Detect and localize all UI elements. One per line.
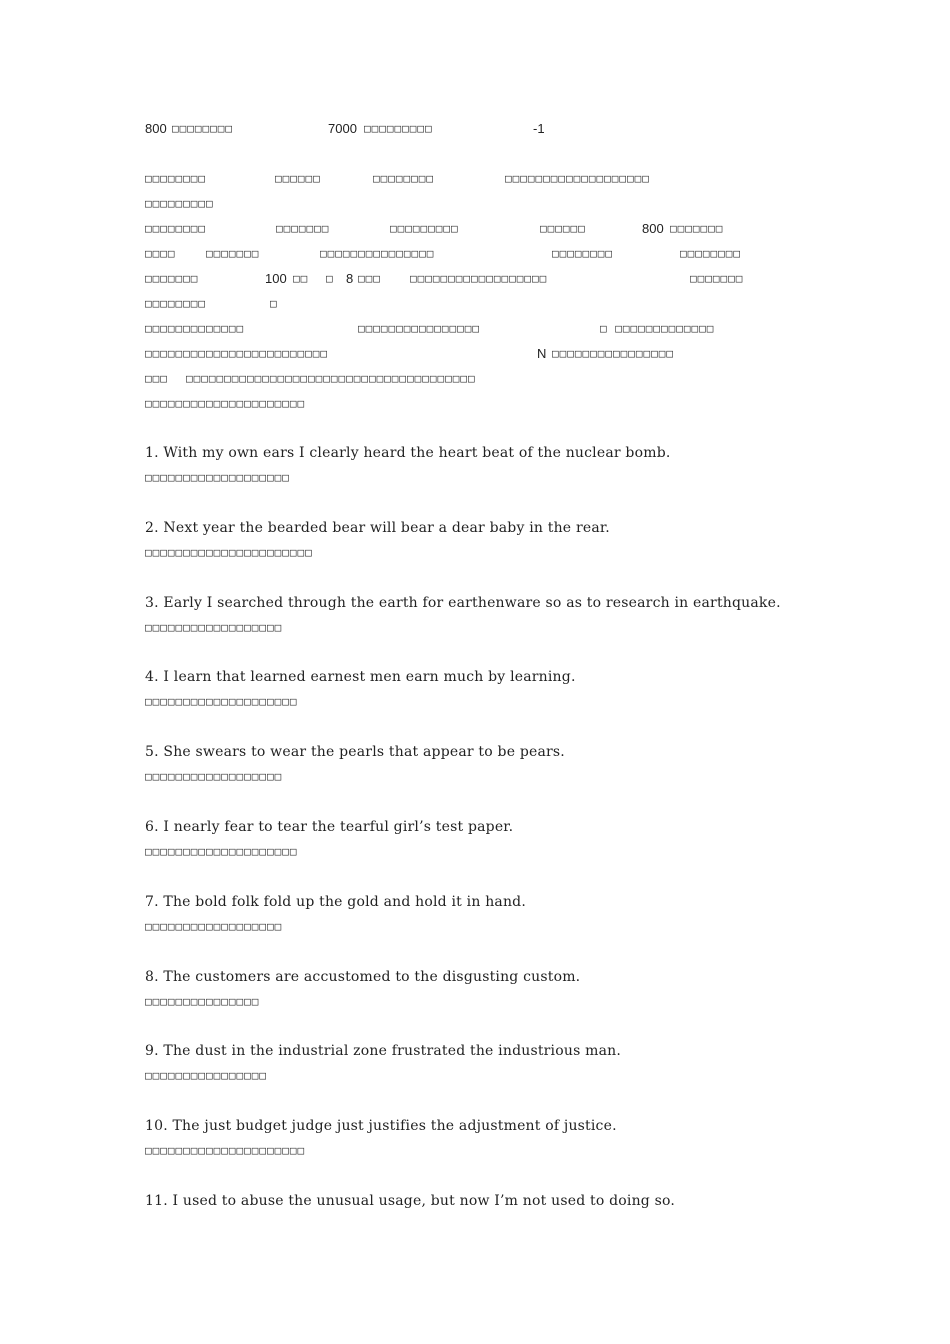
- intro-line-7-segment-1: □□□□□□□□□□□□□: [145, 322, 245, 335]
- sentence-translation-7: □□□□□□□□□□□□□□□□□□: [145, 920, 283, 933]
- intro-line-3-segment-3: □□□□□□□□□: [390, 222, 459, 235]
- sentence-translation-2: □□□□□□□□□□□□□□□□□□□□□□: [145, 546, 313, 559]
- sentence-english-8: 8. The customers are accustomed to the disgusting custom.: [145, 969, 581, 985]
- sentence-translation-8: □□□□□□□□□□□□□□□: [145, 995, 260, 1008]
- intro-line-5-segment-6: □□□: [358, 272, 381, 285]
- intro-line-3-segment-5: 800: [642, 221, 668, 236]
- title-part-1: 800: [145, 121, 171, 136]
- intro-line-4-segment-3: □□□□□□□□□□□□□□□: [320, 247, 435, 260]
- intro-line-4-segment-4: □□□□□□□□: [552, 247, 613, 260]
- sentence-english-10: 10. The just budget judge just justifies the adjustment of justice.: [145, 1118, 617, 1134]
- sentence-english-9: 9. The dust in the industrial zone frustrated the industrious man.: [145, 1043, 622, 1059]
- intro-line-2-segment-1: □□□□□□□□□: [145, 197, 214, 210]
- sentence-translation-10: □□□□□□□□□□□□□□□□□□□□□: [145, 1144, 306, 1157]
- sentence-translation-5: □□□□□□□□□□□□□□□□□□: [145, 770, 283, 783]
- intro-line-5-segment-1: □□□□□□□: [145, 272, 199, 285]
- intro-line-10-segment-1: □□□□□□□□□□□□□□□□□□□□□: [145, 397, 306, 410]
- intro-line-3-segment-6: □□□□□□□: [670, 222, 724, 235]
- intro-line-1-segment-4: □□□□□□□□□□□□□□□□□□□: [505, 172, 650, 185]
- intro-line-5-segment-2: 100: [265, 271, 291, 286]
- title-boxes-1: □□□□□□□□: [172, 122, 233, 135]
- intro-line-3-segment-1: □□□□□□□□: [145, 222, 206, 235]
- sentence-english-1: 1. With my own ears I clearly heard the heart beat of the nuclear bomb.: [145, 445, 671, 461]
- intro-line-9-segment-1: □□□: [145, 372, 168, 385]
- intro-line-4-segment-5: □□□□□□□□: [680, 247, 741, 260]
- intro-line-3-segment-4: □□□□□□: [540, 222, 586, 235]
- intro-line-5-segment-4: □: [326, 272, 334, 285]
- sentence-translation-4: □□□□□□□□□□□□□□□□□□□□: [145, 695, 298, 708]
- sentence-english-5: 5. She swears to wear the pearls that appear to be pears.: [145, 744, 565, 760]
- sentence-translation-9: □□□□□□□□□□□□□□□□: [145, 1069, 267, 1082]
- intro-line-8-segment-3: □□□□□□□□□□□□□□□□: [552, 347, 674, 360]
- intro-line-5-segment-7: □□□□□□□□□□□□□□□□□□: [410, 272, 548, 285]
- sentence-english-2: 2. Next year the bearded bear will bear a dear baby in the rear.: [145, 520, 610, 536]
- sentence-english-3: 3. Early I searched through the earth for earthenware so as to research in earthquake.: [145, 595, 781, 611]
- intro-line-5-segment-5: 8: [346, 271, 357, 286]
- intro-line-9-segment-2: □□□□□□□□□□□□□□□□□□□□□□□□□□□□□□□□□□□□□□: [186, 372, 476, 385]
- intro-line-8-segment-2: N: [537, 346, 550, 361]
- sentence-english-6: 6. I nearly fear to tear the tearful girl’s test paper.: [145, 819, 514, 835]
- title-boxes-2: □□□□□□□□□: [364, 122, 433, 135]
- sentence-english-4: 4. I learn that learned earnest men earn much by learning.: [145, 669, 576, 685]
- intro-line-1-segment-1: □□□□□□□□: [145, 172, 206, 185]
- intro-line-3-segment-2: □□□□□□□: [276, 222, 330, 235]
- intro-line-6-segment-2: □: [270, 297, 278, 310]
- intro-line-4-segment-1: □□□□: [145, 247, 176, 260]
- sentence-translation-3: □□□□□□□□□□□□□□□□□□: [145, 621, 283, 634]
- sentence-translation-6: □□□□□□□□□□□□□□□□□□□□: [145, 845, 298, 858]
- intro-line-5-segment-8: □□□□□□□: [690, 272, 744, 285]
- intro-line-7-segment-2: □□□□□□□□□□□□□□□□: [358, 322, 480, 335]
- intro-line-5-segment-3: □□: [293, 272, 309, 285]
- sentence-english-11: 11. I used to abuse the unusual usage, but now I’m not used to doing so.: [145, 1193, 676, 1209]
- title-part-2: 7000: [328, 121, 361, 136]
- title-part-3: -1: [533, 121, 545, 136]
- sentence-translation-1: □□□□□□□□□□□□□□□□□□□: [145, 471, 290, 484]
- intro-line-1-segment-2: □□□□□□: [275, 172, 321, 185]
- intro-line-4-segment-2: □□□□□□□: [206, 247, 260, 260]
- intro-line-8-segment-1: □□□□□□□□□□□□□□□□□□□□□□□□: [145, 347, 328, 360]
- intro-line-7-segment-3: □ □□□□□□□□□□□□□: [600, 322, 715, 335]
- sentence-english-7: 7. The bold folk fold up the gold and hold it in hand.: [145, 894, 526, 910]
- intro-line-6-segment-1: □□□□□□□□: [145, 297, 206, 310]
- intro-line-1-segment-3: □□□□□□□□: [373, 172, 434, 185]
